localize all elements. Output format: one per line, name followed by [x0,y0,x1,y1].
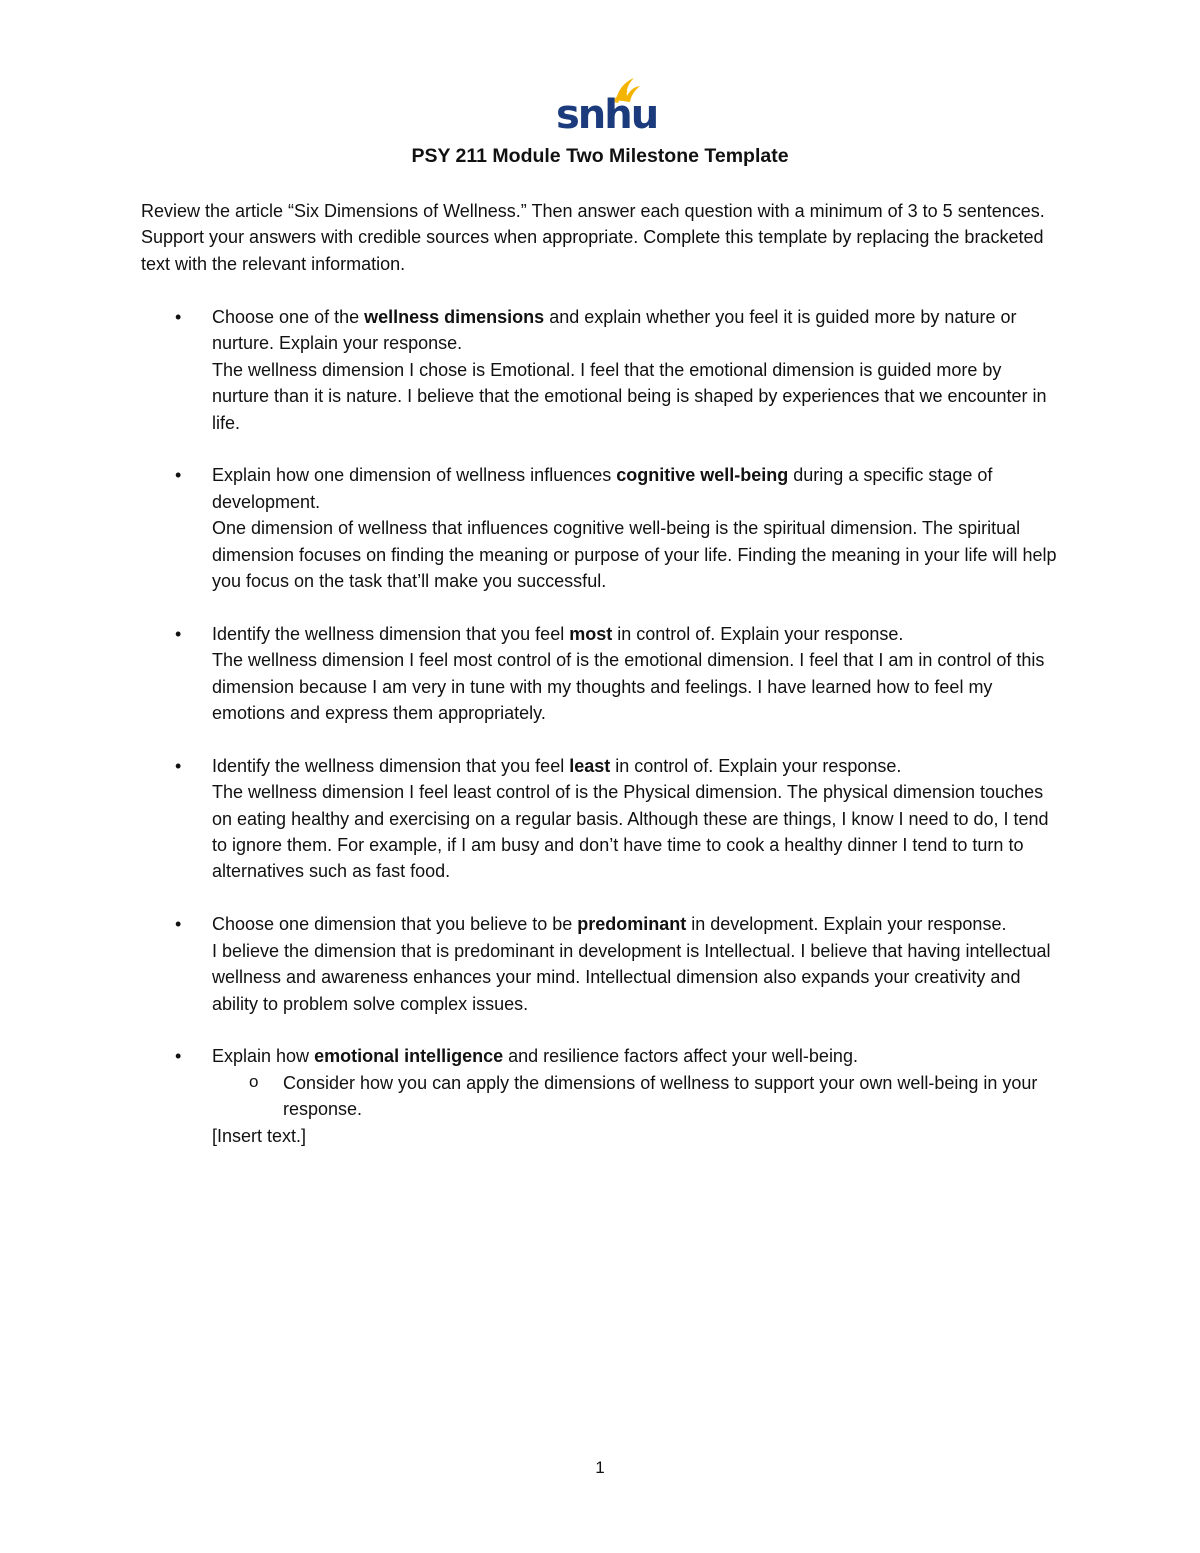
question-emphasis: predominant [577,914,687,935]
question-text: Identify the wellness dimension that you feel least in control of. Explain your response. [212,755,902,776]
answer-text: The wellness dimension I feel most control of is the emotional dimension. I feel that I am in control of this dimension because I am very in tune with my thoughts and feelings. I have learned how to feel my emotions and express them appropriately. [212,650,1045,724]
intro-paragraph: Review the article “Six Dimensions of Wellness.” Then answer each question with a minimum of 3 to 5 sentences. Support your answers with credible sources when appropriate. Complete this template by replacing the bracketed text with the relevant information. [141,201,1045,274]
bullet-icon: • [175,914,182,935]
page-number: 1 [595,1458,605,1477]
answer-text: The wellness dimension I feel least control of is the Physical dimension. The physical dimension touches on eating healthy and exercising on a regular basis. Although these are things, I know I need to do, I tend to ignore them. For example, if I am busy and don’t have time to cook a healthy dinner I tend to turn to alternatives such as fast food. [212,782,1049,882]
question-item [141,911,1061,1017]
question-emphasis: most [569,623,613,644]
bullet-icon: • [175,1046,182,1067]
question-item [141,304,1061,436]
bullet-icon: • [175,755,182,776]
bullet-icon: • [175,307,182,327]
question-text: Choose one of the wellness dimensions and explain whether you feel it is guided more by nature or nurture. Explain your response. [212,307,1017,354]
answer-text: The wellness dimension I chose is Emotional. I feel that the emotional dimension is guided more by nurture than it is nature. I believe that the emotional being is shaped by experiences that we encounter in life. [212,359,1047,433]
sub-item-text: Consider how you can apply the dimensions of wellness to support your own well-being in your response. [283,1072,1038,1120]
bullet-icon: • [175,623,182,644]
question-list [141,304,1061,1175]
question-text: Explain how emotional intelligence and resilience factors affect your well-being. [212,1046,858,1067]
question-text: Choose one dimension that you believe to be predominant in development. Explain your response. [212,914,1007,935]
question-item [141,621,1061,727]
bullet-icon: • [175,465,182,486]
question-emphasis: cognitive well-being [616,465,789,486]
svg-text:snhu: snhu [556,92,658,138]
answer-text: I believe the dimension that is predominant in development is Intellectual. I believe that having intellectual wellness and awareness enhances your mind. Intellectual dimension also expands your creativity and ability to problem solve complex issues. [212,940,1051,1014]
question-item [141,753,1061,885]
question-item [141,462,1061,594]
question-emphasis: least [569,755,611,776]
sub-item [212,1070,1061,1123]
question-text: Explain how one dimension of wellness influences cognitive well-being during a specific stage of development. [212,465,993,512]
question-emphasis: wellness dimensions [364,307,545,327]
question-item [141,1043,1061,1149]
answer-placeholder[interactable]: [Insert text.] [212,1125,307,1146]
question-emphasis: emotional intelligence [314,1046,504,1067]
sub-bullet-icon: o [249,1071,259,1091]
answer-text: One dimension of wellness that influences cognitive well-being is the spiritual dimension. The spiritual dimension focuses on finding the meaning or purpose of your life. Finding the meaning in your life will help you focus on the task that’ll make you successful. [212,518,1057,592]
question-text: Identify the wellness dimension that you feel most in control of. Explain your response. [212,623,904,644]
snhu-logo-mark [554,72,658,138]
snhu-logo [554,72,658,138]
page-title: PSY 211 Module Two Milestone Template [411,145,789,167]
